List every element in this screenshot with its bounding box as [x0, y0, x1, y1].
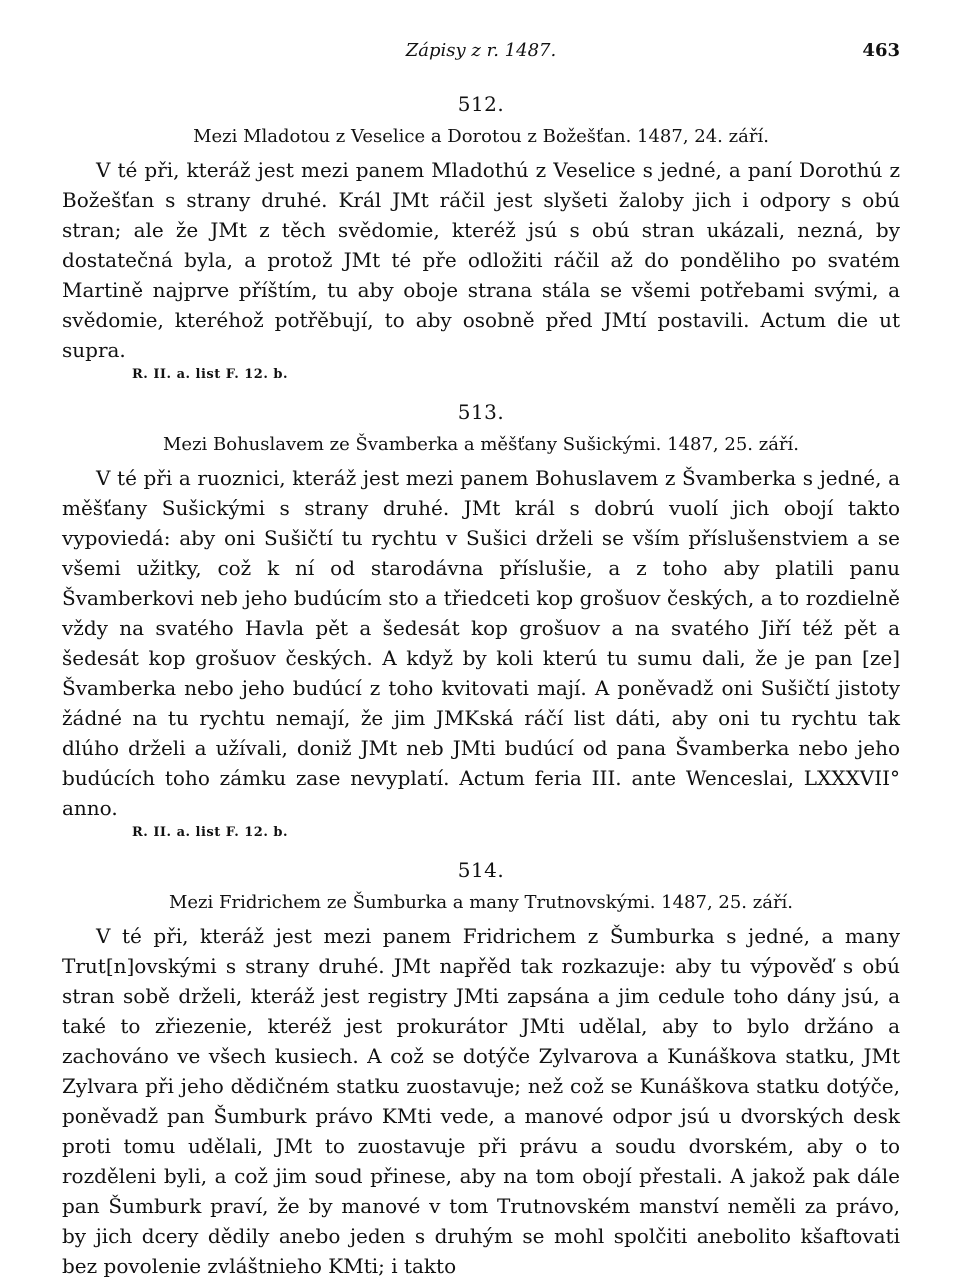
entry-512 — [62, 92, 900, 382]
running-head-title: Zápisy z r. 1487. — [405, 40, 557, 61]
source-reference: R. II. a. list F. 12. b. — [132, 825, 289, 840]
entry-514 — [62, 858, 900, 1281]
entry-body: V té při a ruoznici, kteráž jest mezi panem Bohuslavem z Švamberka s jedné, a měšťany Sušickými s strany druhé. JMt král s dobrú vuolí jich obojí takto vypoviedá: aby oni Sušičtí tu rychtu v Sušici drželi se vším příslušenstviem a se všemi užitky, což k ní od starodávna příslušie, a z toho aby platili panu Švamberkovi neb jeho budúcím sto a třiedceti kop grošuov českých, a to rozdielně vždy na svatého Havla pět a šedesát kop grošuov a na svatého Jiří též pět a šedesát kop grošuov českých. A když by koli kterú tu sumu dali, že je pan [ze] Švamberka nebo jeho budúcí z toho kvitovati mají. A poněvadž oni Sušičtí jistoty žádné na tu rychtu nemají, že jim JMKská ráčí list dáti, aby oni tu rychtu tak dlúho drželi a užívali, doniž JMt neb JMti budúcí od pana Švamberka nebo jeho budúcích toho zámku zase nevyplatí. Actum feria III. ante Wenceslai, LXXXVII° anno. — [62, 466, 900, 820]
entry-513 — [62, 400, 900, 840]
source-reference: R. II. a. list F. 12. b. — [132, 367, 289, 382]
entry-number: 514. — [457, 858, 505, 882]
document-page — [62, 40, 900, 1285]
entry-number: 512. — [457, 92, 505, 116]
running-head — [62, 40, 900, 74]
page-number: 463 — [862, 40, 900, 61]
entry-number: 513. — [457, 400, 505, 424]
entry-body: V té při, kteráž jest mezi panem Mladothú z Veselice s jedné, a paní Dorothú z Božešťan s strany druhé. Král JMt ráčil jest slyšeti žaloby jich i odpory s obú stran; ale že JMt z těch svědomie, kteréž jsú s obú stran ukázali, nezná, by dostatečná byla, a protož JMt té pře odložiti ráčil až do ponděliho po svatém Martině najprve příštím, tu aby oboje strana stála se všemi potřebami svými, a svědomie, kteréhož potřěbují, to aby osobně před JMtí postavili. Actum die ut supra. — [62, 158, 900, 362]
entry-heading: Mezi Mladotou z Veselice a Dorotou z Božešťan. 1487, 24. září. — [193, 126, 769, 147]
entry-heading: Mezi Fridrichem ze Šumburka a many Trutnovskými. 1487, 25. září. — [168, 892, 794, 913]
entry-heading: Mezi Bohuslavem ze Švamberka a měšťany Sušickými. 1487, 25. září. — [162, 434, 800, 455]
entry-body: V té při, kteráž jest mezi panem Fridrichem z Šumburka s jedné, a many Trut[n]ovskými s strany druhé. JMt napřěd tak rozkazuje: aby tu výpověď s obú stran sobě drželi, kteráž jest registry JMti zapsána a jim cedule toho dány jsú, a také to zřiezenie, kteréž jest prokurátor JMti udělal, aby to bylo držáno a zachováno ve všech kusiech. A což se dotýče Zylvarova a Kunáškova statku, JMt Zylvara při jeho dědičném statku zuostavuje; než což se Kunáškova statku dotýče, poněvadž pan Šumburk právo KMti vede, a manové odpor jsú u dvorských desk proti tomu udělali, JMt to zuostavuje při právu a soudu dvorském, aby o to rozděleni byli, a což jim soud přinese, aby na tom obojí přestali. A jakož pak dále pan Šumburk praví, že by manové v tom Trutnovském manství neměli za právo, by jich dcery dědily anebo jeden s druhým se mohl spolčiti anebolito kšaftovati bez povolenie zvláštnieho KMti; i takto — [62, 924, 900, 1278]
